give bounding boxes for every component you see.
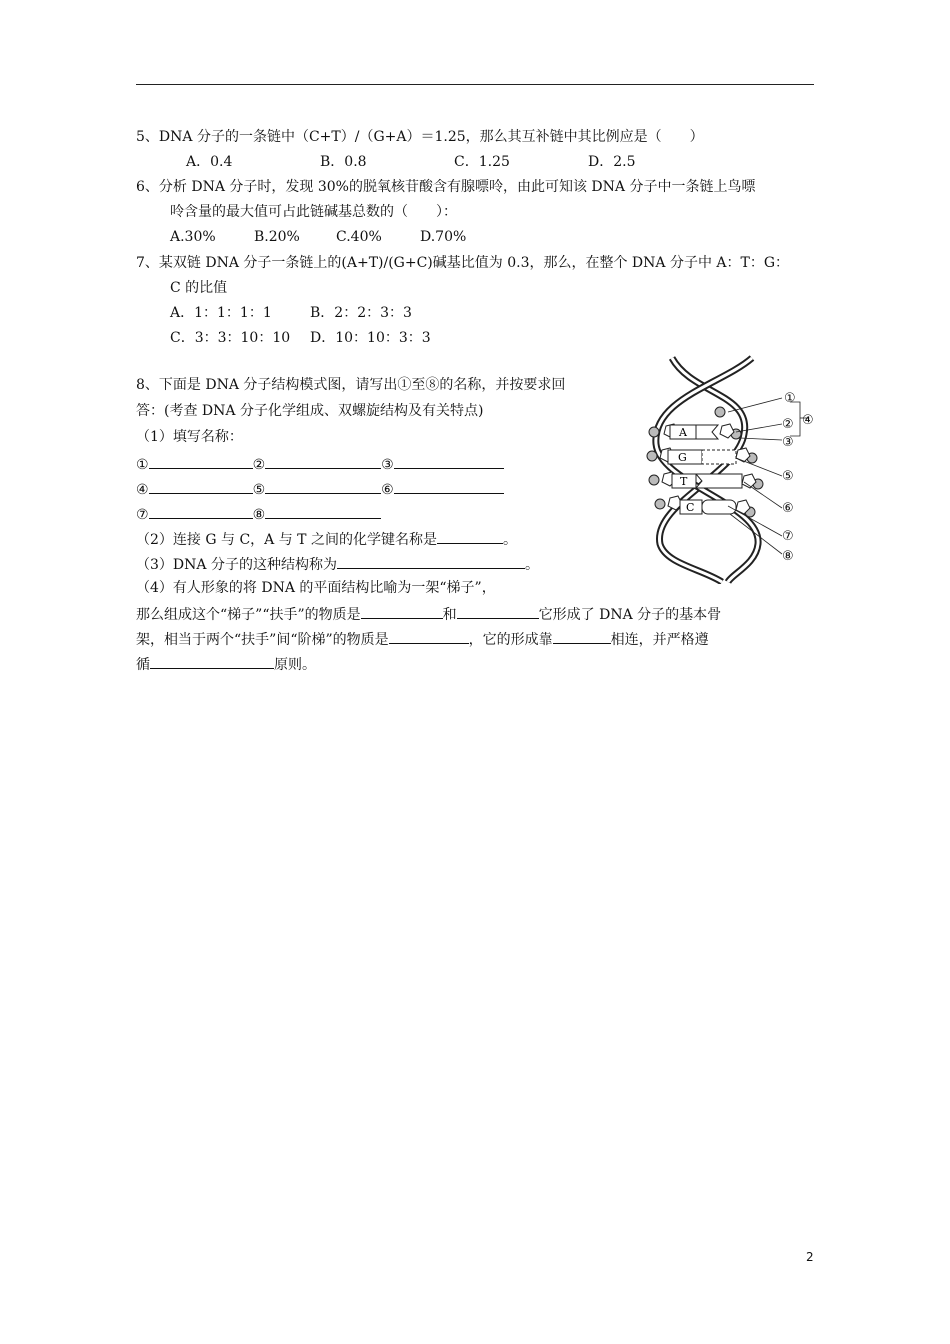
diagram-label-5: ⑤: [782, 469, 794, 484]
base-pair-c: [680, 500, 736, 514]
q5-stem: 5、DNA 分子的一条链中（C+T）/（G+A）＝1.25，那么其互补链中其比例应是（ ）: [136, 129, 704, 145]
header-rule: [136, 84, 814, 85]
base-pair-g: [668, 450, 736, 464]
q5-option-c: C．1.25: [454, 154, 510, 170]
q7-option-c: C．3：3：10：10: [170, 330, 291, 346]
phosphate-left-4: [655, 499, 665, 509]
answer-blank-connect[interactable]: [553, 629, 611, 644]
dna-structure-diagram: [632, 354, 814, 584]
answer-blank-2[interactable]: [265, 454, 381, 469]
answer-blank-structure[interactable]: [337, 554, 525, 569]
diagram-label-4: ④: [802, 413, 814, 428]
q8-part4-line3: [136, 629, 709, 649]
answer-blank-rail-1[interactable]: [361, 604, 443, 619]
q8-part3-end: 。: [524, 557, 539, 573]
base-label-c: C: [686, 501, 695, 514]
q6-option-b: B.20%: [254, 229, 300, 245]
mark-5: ⑤: [252, 482, 266, 498]
q7-option-d: D．10：10：3：3: [310, 330, 431, 346]
answer-blank-5[interactable]: [265, 479, 381, 494]
diagram-label-7: ⑦: [782, 529, 794, 544]
q8-stem-line1: 8、下面是 DNA 分子结构模式图，请写出①至⑧的名称，并按要求回: [136, 377, 566, 393]
q6-stem-line1: 6、分析 DNA 分子时，发现 30%的脱氧核苷酸含有腺嘌呤，由此可知该 DNA 分子中一条链上鸟嘌: [136, 179, 756, 195]
q8-part4-l3-c: 相连，并严格遵: [610, 632, 709, 648]
q8-part4-l3-b: ，它的形成靠: [468, 632, 553, 648]
phosphate-left-2: [647, 451, 657, 461]
diagram-label-8: ⑧: [782, 549, 794, 564]
q8-part2-end: 。: [502, 532, 517, 548]
q7-stem-line1: 7、某双链 DNA 分子一条链上的(A+T)/(G+C)碱基比值为 0.3，那么，在整个 DNA 分子中 A：T：G：: [136, 255, 790, 271]
base-pair-a: [670, 425, 718, 439]
q8-part4-l2-c: 它形成了 DNA 分子的基本骨: [538, 607, 722, 623]
q7-option-b: B．2：2：3：3: [310, 305, 412, 321]
base-label-a: A: [679, 426, 687, 439]
answer-blank-4[interactable]: [149, 479, 253, 494]
q8-part4-l3-a: 架，相当于两个“扶手”间“阶梯”的物质是: [136, 632, 389, 648]
mark-1: ①: [136, 457, 149, 473]
answer-blank-rail-2[interactable]: [457, 604, 539, 619]
answer-blank-8[interactable]: [265, 504, 381, 519]
mark-2: ②: [252, 457, 266, 473]
q6-option-a: A.30%: [170, 229, 216, 245]
q8-stem-line2: 答：(考查 DNA 分子化学组成、双螺旋结构及有关特点): [136, 403, 484, 419]
q8-part4: （4）有人形象的将 DNA 的平面结构比喻为一架“梯子”，: [136, 580, 496, 596]
mark-8: ⑧: [252, 507, 266, 523]
base-pair-t: [672, 474, 742, 488]
q8-names-row2: [136, 479, 504, 499]
answer-blank-6[interactable]: [394, 479, 504, 494]
base-label-g: G: [678, 451, 687, 464]
diagram-label-3: ③: [782, 435, 794, 450]
q8-part2-text: （2）连接 G 与 C，A 与 T 之间的化学键名称是: [136, 532, 437, 548]
base-label-t: T: [680, 475, 688, 488]
q7-option-a: A．1：1：1：1: [170, 305, 272, 321]
answer-blank-step[interactable]: [389, 629, 469, 644]
answer-blank-1[interactable]: [149, 454, 253, 469]
mark-6: ⑥: [381, 482, 394, 498]
q8-part4-line4: [136, 654, 316, 674]
page-number: 2: [806, 1250, 814, 1264]
answer-blank-7[interactable]: [149, 504, 253, 519]
q6-option-d: D.70%: [420, 229, 467, 245]
q5-option-b: B．0.8: [320, 154, 367, 170]
q7-stem-line2: C 的比值: [170, 280, 228, 296]
q5-option-a: A．0.4: [186, 154, 233, 170]
q8-part4-line2: [136, 604, 721, 624]
q8-part3-text: （3）DNA 分子的这种结构称为: [136, 557, 337, 573]
q8-part1: （1）填写名称：: [136, 429, 243, 445]
q8-part4-l2-b: 和: [442, 607, 457, 623]
q8-part4-l2-a: 那么组成这个“梯子”“扶手”的物质是: [136, 607, 361, 623]
q8-part3: [136, 554, 539, 574]
answer-blank-principle[interactable]: [150, 654, 274, 669]
diagram-label-2: ②: [782, 417, 794, 432]
mark-7: ⑦: [136, 507, 149, 523]
answer-blank-3[interactable]: [394, 454, 504, 469]
q6-stem-line2: 呤含量的最大值可占此链碱基总数的（ ）：: [170, 204, 457, 220]
q5-option-d: D．2.5: [588, 154, 636, 170]
q8-names-row1: [136, 454, 504, 474]
diagram-label-6: ⑥: [782, 501, 794, 516]
q8-part2: [136, 529, 517, 549]
phosphate-left-1: [649, 427, 659, 437]
q8-names-row3: [136, 504, 381, 524]
answer-blank-bond[interactable]: [437, 529, 503, 544]
q6-option-c: C.40%: [336, 229, 382, 245]
diagram-label-1: ①: [784, 391, 796, 406]
phosphate-right-0: [715, 407, 725, 417]
mark-3: ③: [381, 457, 394, 473]
q8-part4-l4-b: 原则。: [274, 657, 316, 673]
mark-4: ④: [136, 482, 149, 498]
q8-part4-l4-a: 循: [136, 657, 150, 673]
phosphate-left-3: [649, 475, 659, 485]
